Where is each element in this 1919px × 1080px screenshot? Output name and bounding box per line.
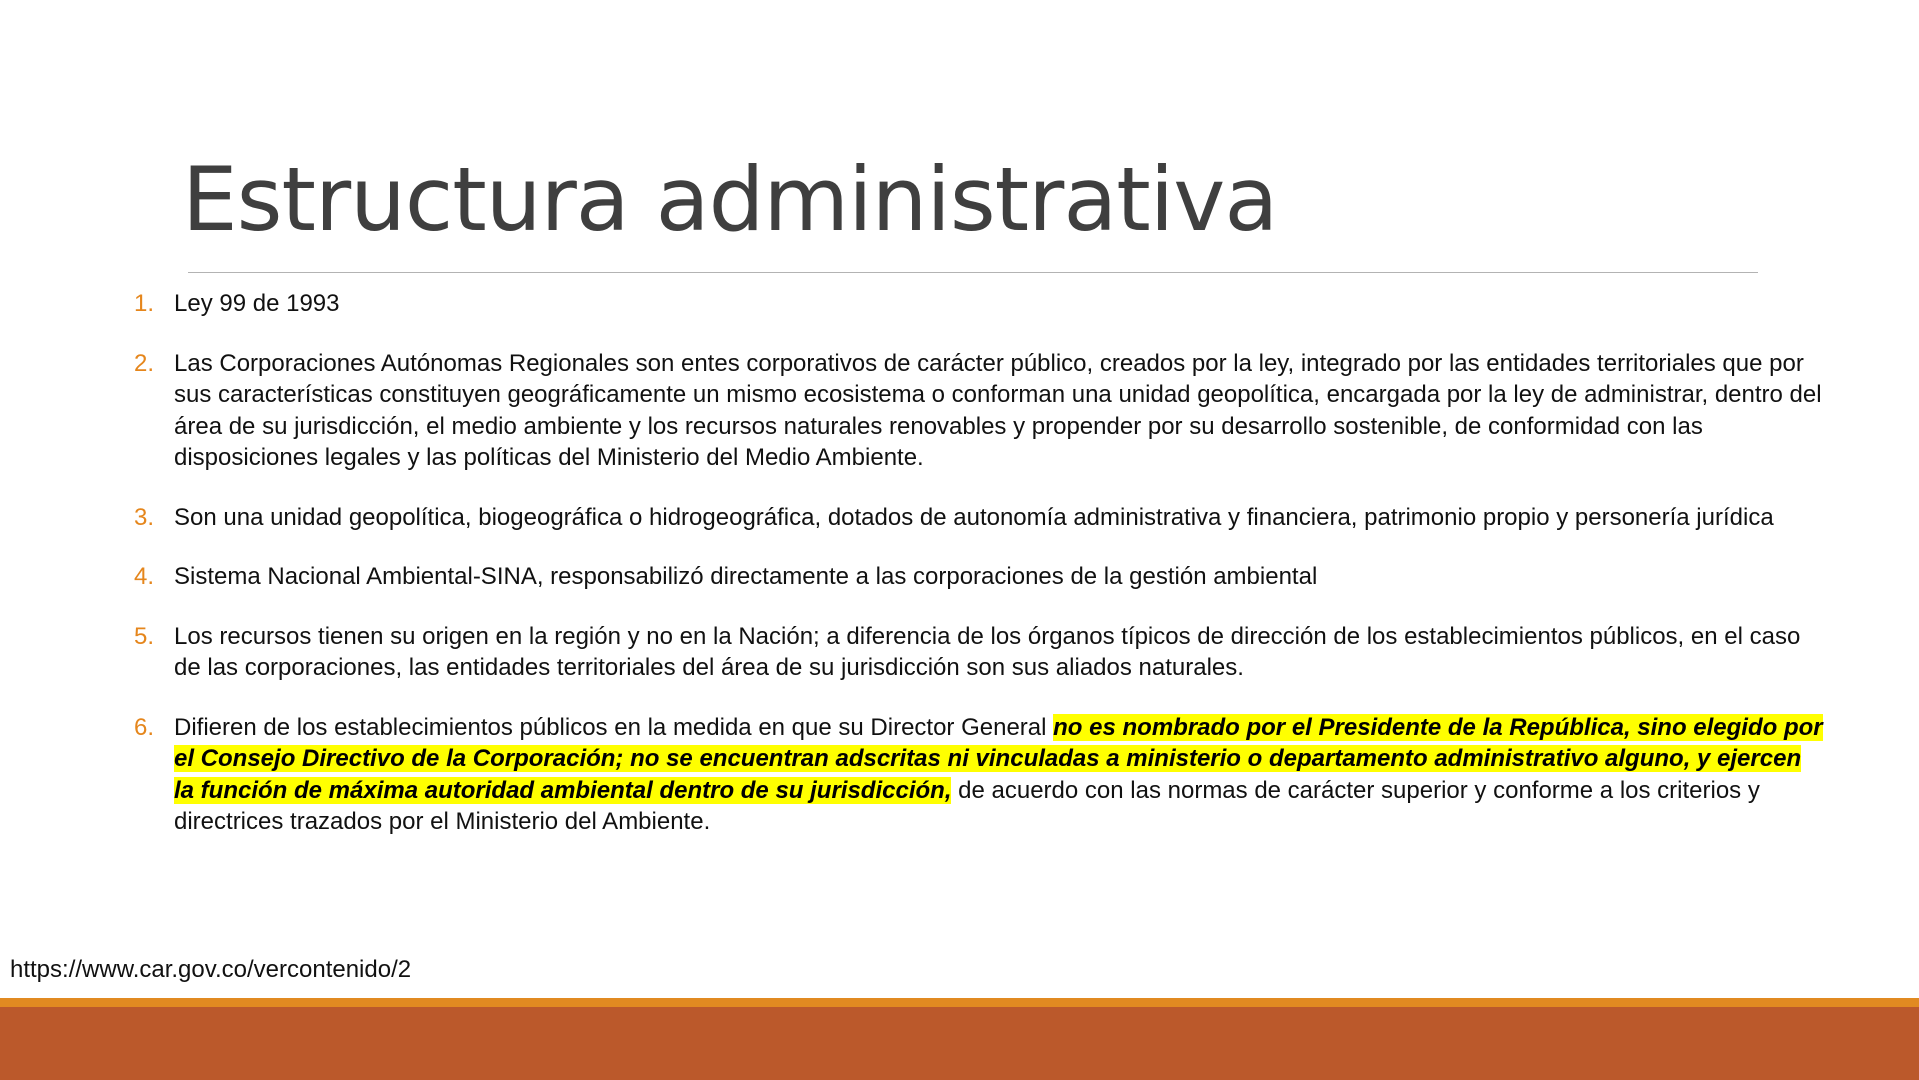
list-item-text: Las Corporaciones Autónomas Regionales son entes corporativos de carácter público, creados por la ley, integrado por las entidades territoriales que por sus características constituyen geográficamente un mismo ecosistema o conforman una unidad geopolítica, encargada por la ley de administrar, dentro del área de su jurisdicción, el medio ambiente y los recursos naturales renovables y propender por su desarrollo sostenible, de conformidad con las disposiciones legales y las políticas del Ministerio del Medio Ambiente.: [174, 349, 1822, 471]
list-item-2: [134, 348, 1824, 474]
footer-accent-stripe: [0, 998, 1919, 1007]
footer-bar: [0, 1007, 1919, 1080]
list-item-1: [134, 288, 1824, 320]
list-item-text: Los recursos tienen su origen en la región y no en la Nación; a diferencia de los órganos típicos de dirección de los establecimientos públicos, en el caso de las corporaciones, las entidades territoriales del área de su jurisdicción son sus aliados naturales.: [174, 622, 1801, 681]
list-number: 5.: [134, 622, 155, 650]
list-item-4: [134, 561, 1824, 593]
list-item-5: [134, 621, 1824, 684]
text-before-highlight: Difieren de los establecimientos públicos en la medida en que su Director General: [174, 713, 1054, 741]
list-item-text: [174, 712, 1824, 838]
list-number: 2.: [134, 349, 155, 377]
list-item-text: Son una unidad geopolítica, biogeográfica o hidrogeográfica, dotados de autonomía administrativa y financiera, patrimonio propio y personería jurídica: [174, 503, 1774, 531]
list-number: 4.: [134, 563, 155, 590]
list-item-6: [134, 712, 1824, 838]
slide-title: Estructura administrativa: [182, 148, 1278, 251]
text-after-highlight: de acuerdo con las normas de carácter superior y conforme a los criterios y directrices trazados por el Ministerio del Ambiente.: [174, 776, 1760, 835]
title-divider: [188, 272, 1758, 273]
list-number: 1.: [134, 290, 155, 317]
source-url: https://www.car.gov.co/vercontenido/2: [10, 956, 412, 983]
list-item-3: [134, 502, 1824, 534]
list-number: 3.: [134, 503, 155, 531]
highlighted-text: no es nombrado por el Presidente de la República, sino elegido por el Consejo Directivo de la Corporación; no se encuentran adscritas ni vinculadas a ministerio o departamento administrativo alguno, y ejercen la función de máxima autoridad ambiental dentro de su jurisdicción,: [174, 713, 1823, 804]
list-number: 6.: [134, 713, 155, 741]
numbered-list: [134, 288, 1824, 866]
list-item-text: Sistema Nacional Ambiental-SINA, responsabilizó directamente a las corporaciones de la gestión ambiental: [174, 563, 1318, 590]
list-item-text: Ley 99 de 1993: [174, 290, 340, 317]
